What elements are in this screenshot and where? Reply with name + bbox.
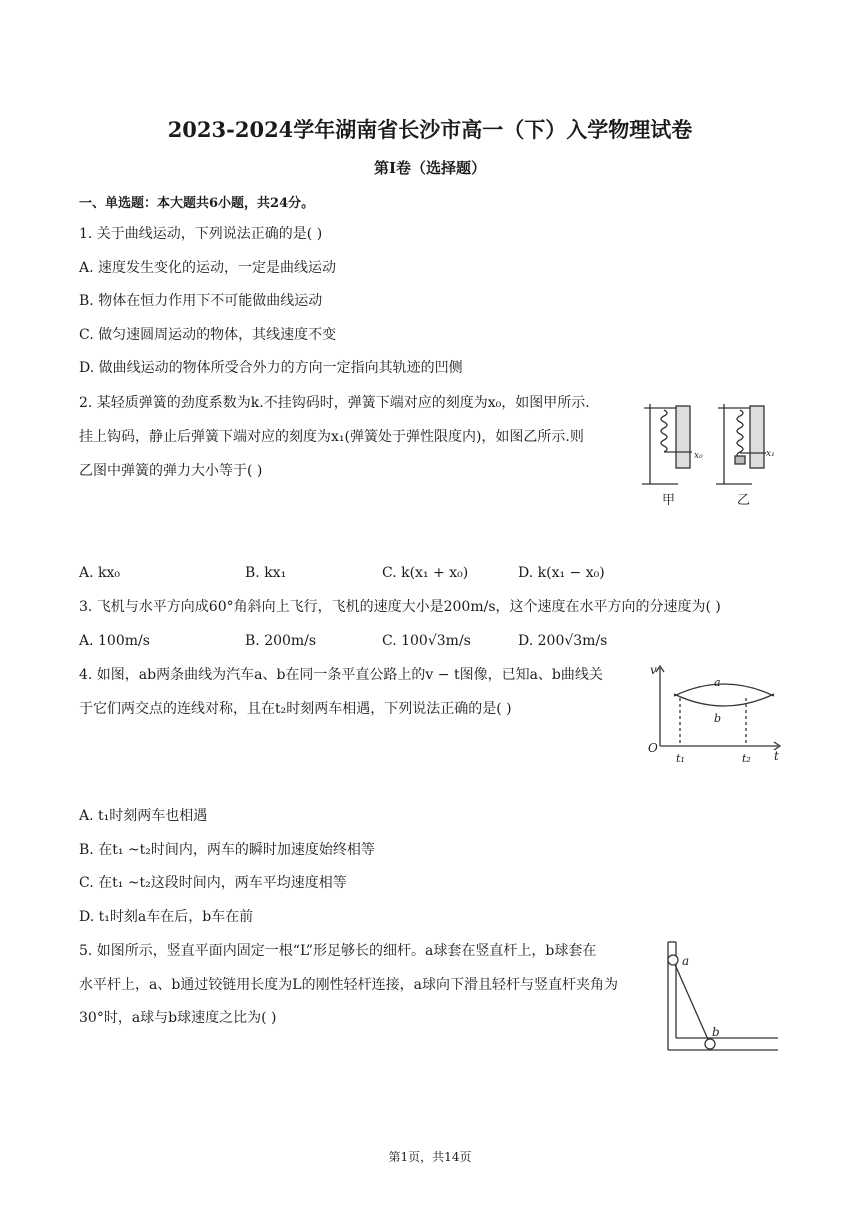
question-2-option-c: C. k(x₁ + x₀) (382, 565, 469, 581)
page-title: 2023-2024学年湖南省长沙市高一（下）入学物理试卷 (167, 117, 693, 142)
page-number: 第1页，共14页 (388, 1150, 472, 1164)
figure-label-ball-a: a (682, 954, 690, 968)
section-subtitle: 第Ⅰ卷（选择题） (373, 159, 487, 177)
figure-label-yi: 乙 (737, 493, 751, 508)
question-4-option-d: D. t₁时刻a车在后，b车在前 (79, 909, 254, 925)
question-4-option-b: B. 在t₁ ~t₂时间内，两车的瞬时加速度始终相等 (79, 842, 375, 858)
figure-label-ball-b: b (712, 1025, 720, 1039)
question-5-line-2: 水平杆上，a、b通过铰链用长度为L的刚性轻杆连接，a球向下滑且轻杆与竖直杆夹角为 (79, 977, 618, 993)
question-1-option-a: A. 速度发生变化的运动，一定是曲线运动 (79, 260, 337, 276)
question-4-option-c: C. 在t₁ ~t₂这段时间内，两车平均速度相等 (79, 875, 347, 891)
question-4-option-a: A. t₁时刻两车也相遇 (79, 808, 208, 824)
question-2-option-a: A. kx₀ (79, 565, 121, 581)
question-3-stem: 3. 飞机与水平方向成60°角斜向上飞行，飞机的速度大小是200m/s，这个速度在水平方向的分速度为( ) (79, 599, 721, 615)
question-1-stem: 1. 关于曲线运动，下列说法正确的是( ) (79, 226, 323, 242)
vt-graph-figure (646, 660, 786, 768)
question-3-option-b: B. 200m/s (245, 633, 317, 649)
figure-mark-x0: x₀ (694, 451, 703, 461)
question-3-option-c: C. 100√3m/s (382, 633, 471, 649)
figure-mark-x1: x₁ (766, 449, 775, 459)
figure-label-jia: 甲 (662, 493, 676, 508)
question-5-line-3: 30°时，a球与b球速度之比为( ) (79, 1010, 277, 1026)
question-3-option-d: D. 200√3m/s (518, 633, 608, 649)
question-4-line-1: 4. 如图，ab两条曲线为汽车a、b在同一条平直公路上的v − t图像，已知a、b曲线关 (79, 667, 603, 683)
figure-label-t: t (774, 749, 779, 763)
spring-scale-figure (638, 398, 778, 508)
question-3-option-a: A. 100m/s (79, 633, 150, 649)
question-2-line-3: 乙图中弹簧的弹力大小等于( ) (79, 463, 263, 479)
question-2-line-1: 2. 某轻质弹簧的劲度系数为k.不挂钩码时，弹簧下端对应的刻度为x₀，如图甲所示. (79, 395, 590, 411)
question-1-option-d: D. 做曲线运动的物体所受合外力的方向一定指向其轨迹的凹侧 (79, 360, 463, 376)
l-rod-figure (662, 938, 782, 1054)
question-2-option-b: B. kx₁ (245, 565, 287, 581)
figure-label-t2: t₂ (742, 752, 751, 765)
figure-label-curve-a: a (714, 676, 721, 689)
question-2-line-2: 挂上钩码，静止后弹簧下端对应的刻度为x₁(弹簧处于弹性限度内)，如图乙所示.则 (79, 429, 584, 445)
figure-label-curve-b: b (714, 712, 722, 725)
question-1-option-c: C. 做匀速圆周运动的物体，其线速度不变 (79, 327, 337, 343)
question-4-line-2: 于它们两交点的连线对称，且在t₂时刻两车相遇，下列说法正确的是( ) (79, 701, 512, 717)
figure-label-v: v (650, 663, 657, 677)
figure-label-origin: O (648, 741, 658, 755)
question-1-option-b: B. 物体在恒力作用下不可能做曲线运动 (79, 293, 323, 309)
question-2-option-d: D. k(x₁ − x₀) (518, 565, 605, 581)
figure-label-t1: t₁ (676, 752, 685, 765)
question-5-line-1: 5. 如图所示，竖直平面内固定一根“L”形足够长的细杆。a球套在竖直杆上，b球套在 (79, 943, 597, 959)
section-heading: 一、单选题：本大题共6小题，共24分。 (79, 196, 315, 211)
